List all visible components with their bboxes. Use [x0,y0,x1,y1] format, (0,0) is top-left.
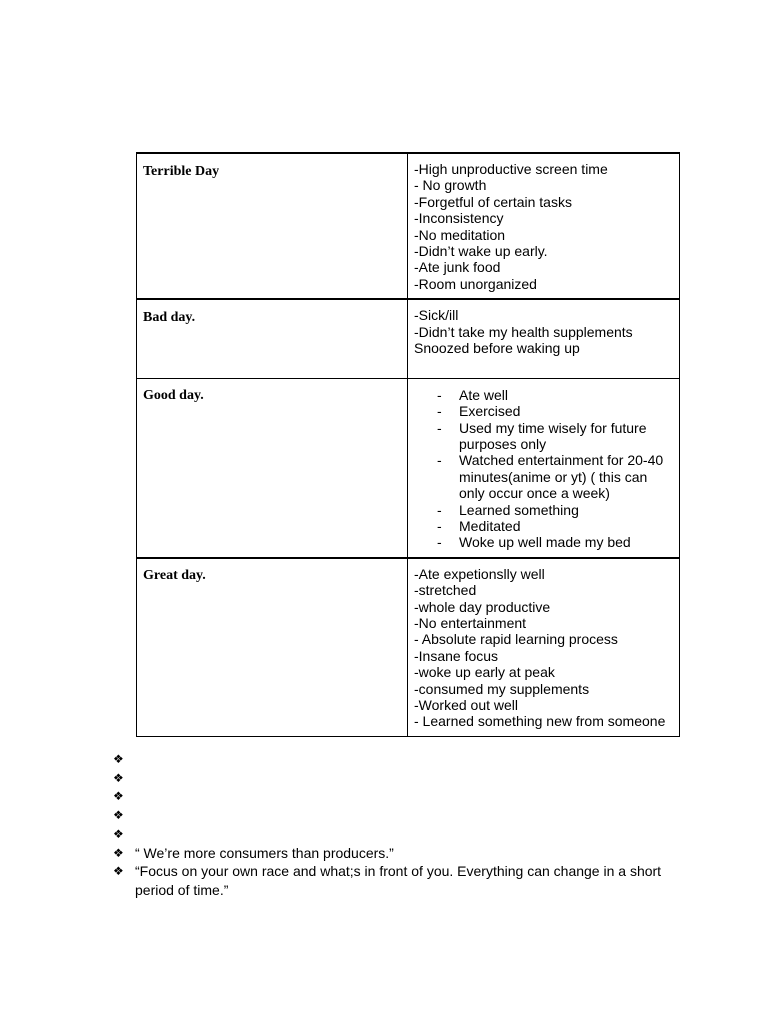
diamond-bullet-icon: ❖ [113,808,124,823]
bullet-item [110,862,670,899]
row-label-great-day: Great day. [143,567,206,583]
note-line: -stretched [414,582,477,599]
note-line: -whole day productive [414,598,551,615]
list-item [414,534,675,550]
bullet-text [135,788,139,804]
note-line: -No meditation [414,226,506,243]
bad-day-notes [408,300,679,362]
table-row-terrible-day [137,153,680,299]
label-cell [137,299,408,378]
good-day-list [414,387,675,551]
notes-cell [408,378,680,558]
bullet-text [135,807,139,823]
note-line: -Didn’t wake up early. [414,243,548,260]
dash-marker: - [437,403,442,420]
note-line: - Learned something new from someone [414,713,666,730]
diamond-bullet-icon: ❖ [113,752,124,766]
bullet-text [135,826,139,842]
note-line: -Inconsistency [414,210,504,227]
dash-marker: - [437,501,442,518]
note-line: -Worked out well [414,697,519,714]
list-item [414,420,675,453]
note-line: - No growth [414,177,487,194]
dash-marker: - [437,386,442,403]
note-line: - Absolute rapid learning process [414,631,618,648]
note-line: -woke up early at peak [414,664,555,681]
list-item [414,452,675,501]
note-line: Snoozed before waking up [414,340,580,357]
note-line: -Room unorganized [414,275,537,292]
notes-cell [408,558,680,737]
notes-cell [408,153,680,299]
note-line: -Didn’t take my health supplements [414,323,633,340]
day-rating-table [136,152,680,737]
list-item [414,387,675,403]
great-day-notes [408,559,679,736]
list-item [414,403,675,419]
row-label-good-day: Good day. [143,387,204,403]
item-text: Watched entertainment for 20-40 minutes(anime or yt) ( this can only occur once a week) [459,452,664,502]
note-line: -No entertainment [414,615,527,632]
terrible-day-notes [408,154,679,298]
note-line: -Sick/ill [414,307,459,324]
item-text: Learned something [459,501,579,518]
bullet-item [110,806,670,825]
note-line: -Ate junk food [414,259,501,276]
bullet-item [110,844,670,863]
diamond-bullet-icon: ❖ [113,864,124,879]
diamond-bullet-icon: ❖ [113,789,124,804]
dash-marker: - [437,452,442,469]
note-line: -High unproductive screen time [414,161,608,177]
notes-cell [408,299,680,378]
row-label-terrible-day: Terrible Day [143,164,220,179]
bullet-item [110,825,670,844]
list-item [414,502,675,518]
item-text: Woke up well made my bed [459,534,631,551]
table-row-bad-day [137,299,680,378]
item-text: Ate well [459,386,509,403]
quote-bullet-list [110,750,670,900]
row-label-bad-day: Bad day. [143,310,196,326]
bullet-item [110,769,670,788]
item-text: Used my time wisely for future purposes only [459,419,647,452]
list-item [414,518,675,534]
note-line: -Insane focus [414,647,499,664]
bullet-item [110,750,670,769]
note-line: -Forgetful of certain tasks [414,193,572,210]
bullet-text [135,770,139,786]
bullet-text: “Focus on your own race and what;s in front of you. Everything can change in a short period of time.” [135,863,662,898]
note-line: -Ate expetionslly well [414,565,545,582]
diamond-bullet-icon: ❖ [113,845,124,860]
item-text: Exercised [459,403,521,420]
bullet-text [135,751,139,767]
diamond-bullet-icon: ❖ [113,826,124,841]
table-row-great-day [137,558,680,737]
label-cell [137,558,408,737]
label-cell [137,378,408,558]
dash-marker: - [437,419,442,436]
good-day-notes [408,379,679,557]
note-line: -consumed my supplements [414,680,590,697]
bullet-item [110,787,670,806]
dash-marker: - [437,534,442,551]
bullet-text: “ We’re more consumers than producers.” [135,844,394,861]
label-cell [137,153,408,299]
dash-marker: - [437,518,442,534]
item-text: Meditated [459,518,521,534]
table-row-good-day [137,378,680,558]
diamond-bullet-icon: ❖ [113,770,124,785]
